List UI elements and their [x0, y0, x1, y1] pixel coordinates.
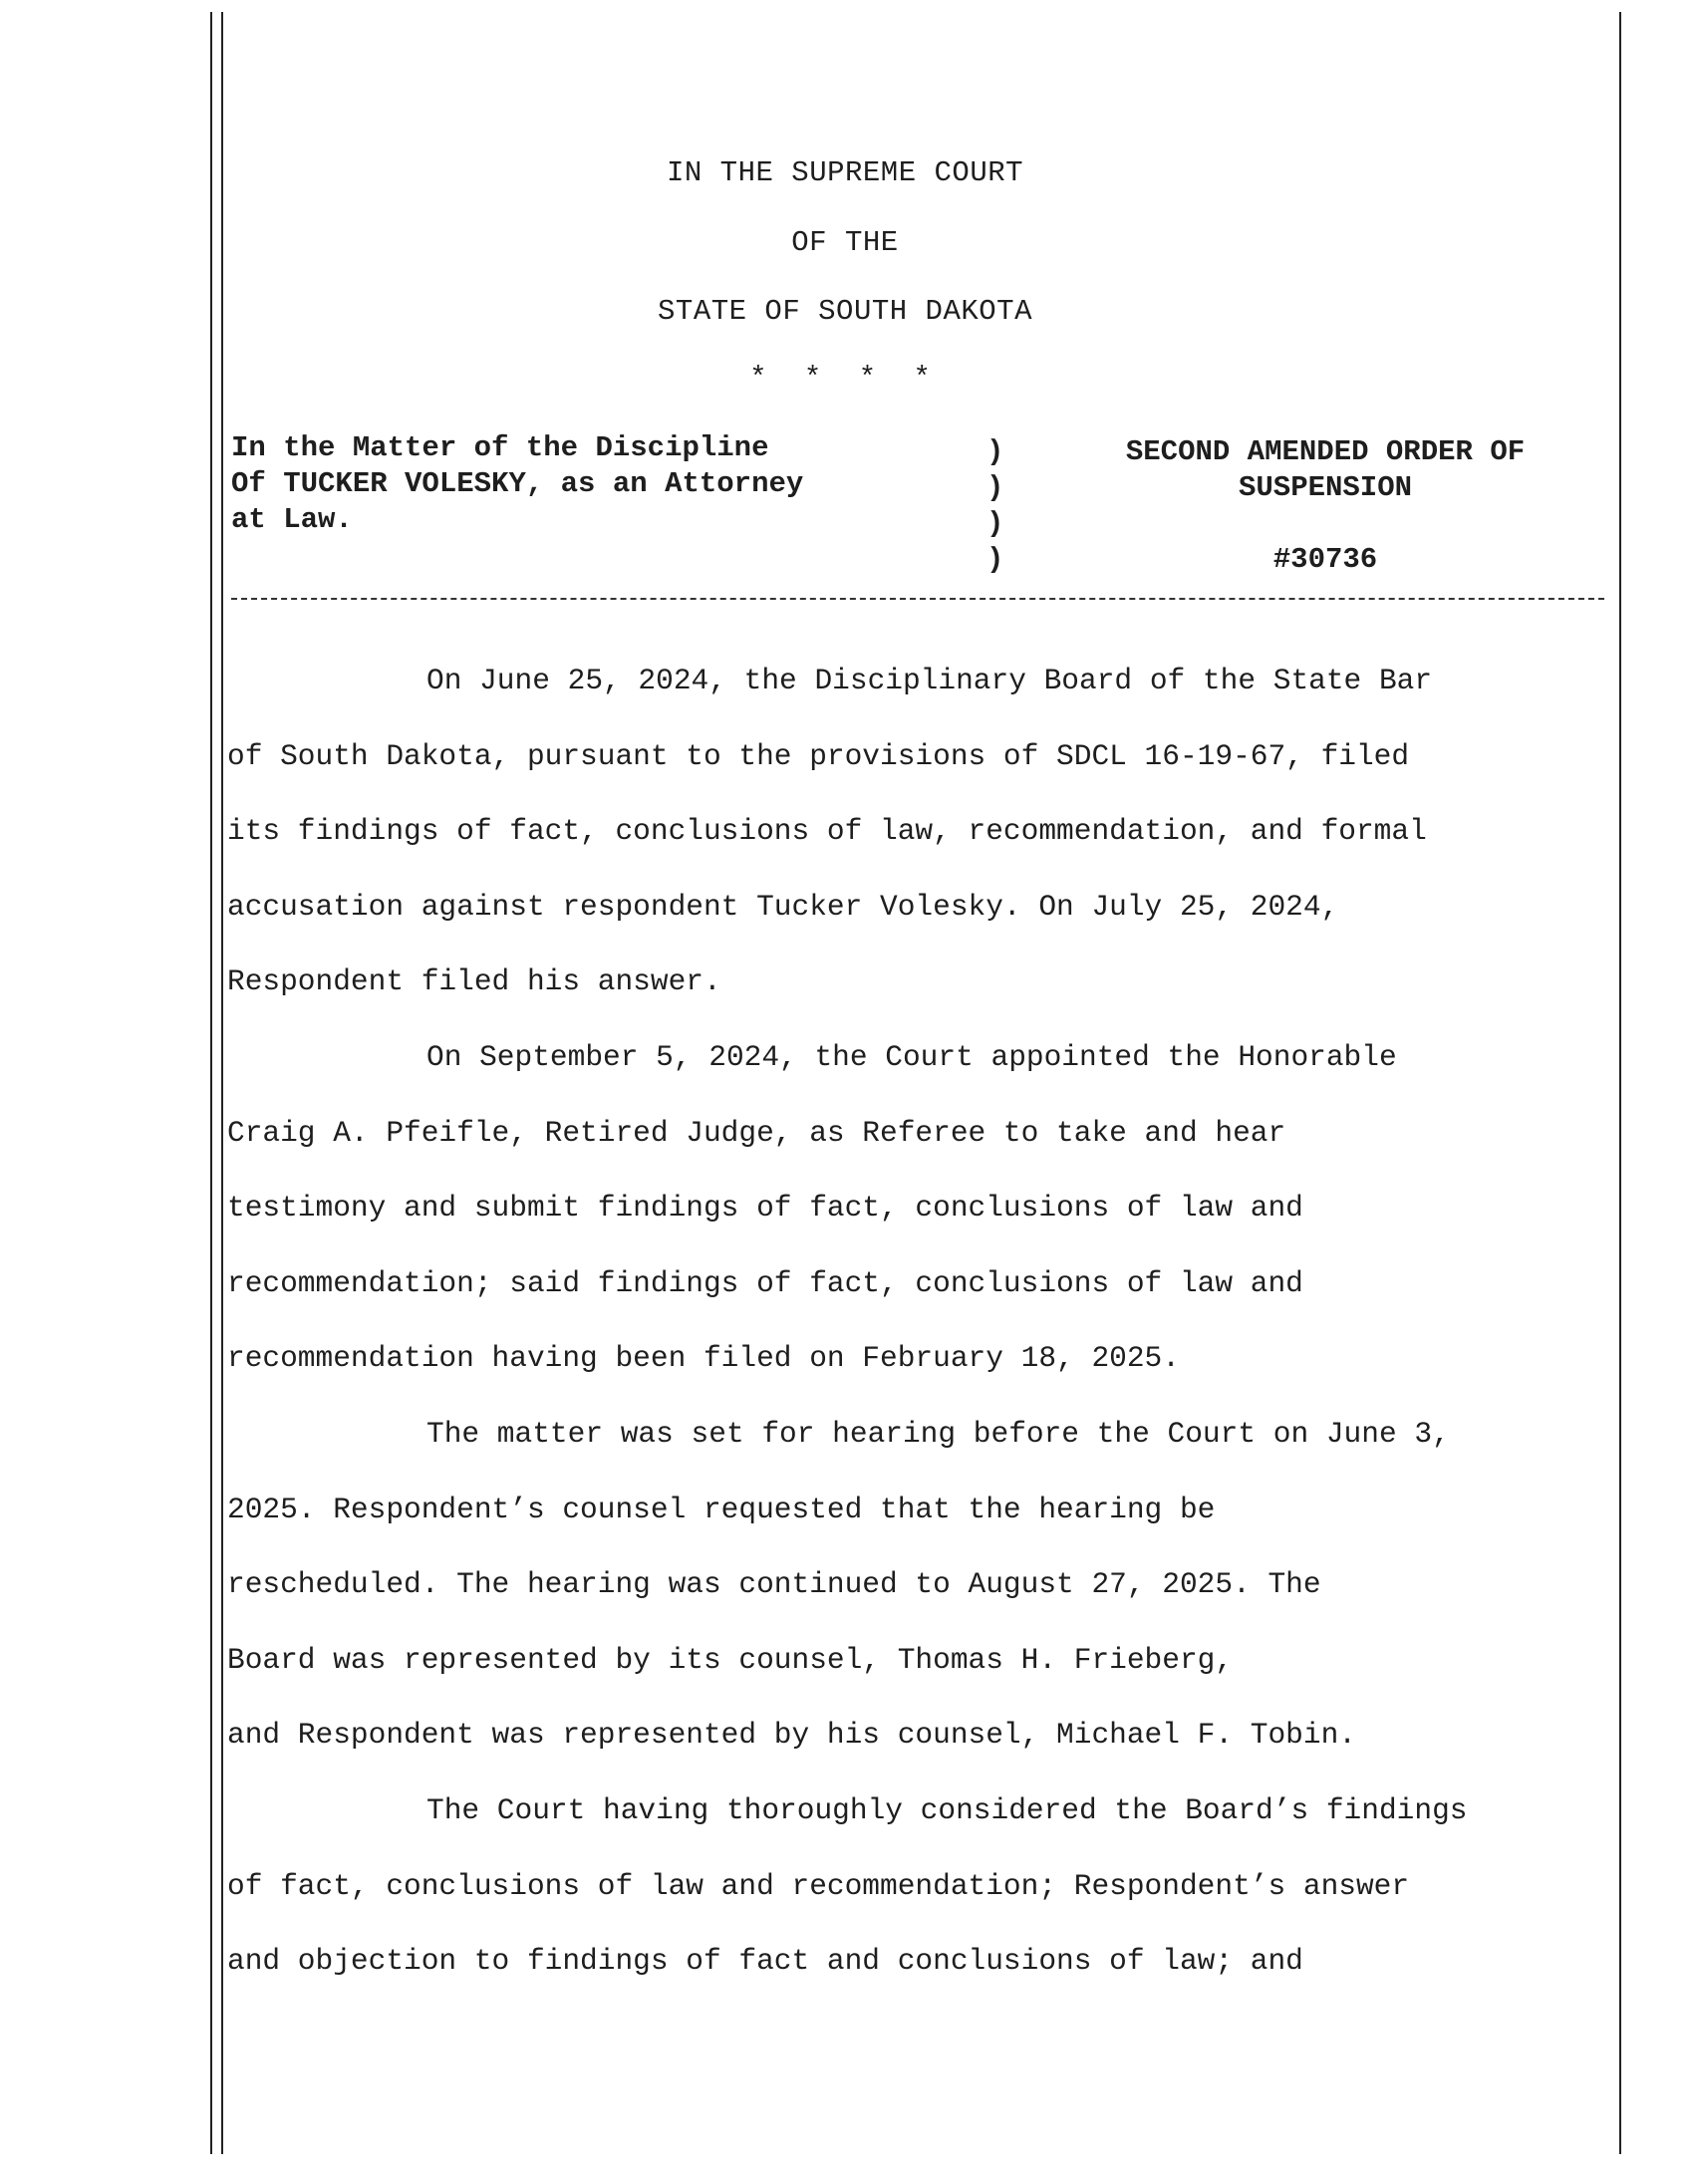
text-line: accusation against respondent Tucker Volesky. On July 25, 2024, [227, 889, 1339, 924]
caption-matter-line: at Law. [231, 503, 353, 536]
caption-matter-line: In the Matter of the Discipline [231, 431, 769, 464]
text-line: recommendation having been filed on February 18, 2025. [227, 1341, 1180, 1376]
heading-separator-stars: * * * * [749, 362, 941, 395]
caption-paren: ) [986, 435, 1004, 468]
paragraph-1 [227, 644, 1622, 1020]
text-line: and Respondent was represented by his counsel, Michael F. Tobin. [227, 1718, 1356, 1753]
text-line: On September 5, 2024, the Court appointed the Honorable [426, 1039, 1397, 1074]
text-line: testimony and submit findings of fact, conclusions of law and [227, 1191, 1303, 1226]
caption-paren: ) [986, 507, 1004, 540]
caption-paren: ) [986, 543, 1004, 576]
court-heading-line-1: IN THE SUPREME COURT [666, 156, 1024, 189]
caption-parentheses [986, 434, 1003, 578]
order-title-block [1056, 434, 1594, 578]
text-line: On June 25, 2024, the Disciplinary Board of the State Bar [426, 664, 1433, 697]
text-line: of fact, conclusions of law and recommendation; Respondent’s answer [227, 1868, 1410, 1903]
caption-paren: ) [986, 471, 1004, 504]
order-body [227, 644, 1622, 2000]
left-margin-line-outer [210, 12, 212, 2154]
case-number: #30736 [1272, 543, 1378, 576]
order-title-line-2: SUSPENSION [1238, 471, 1413, 504]
court-heading-line-3: STATE OF SOUTH DAKOTA [658, 295, 1032, 328]
text-line: recommendation; said findings of fact, conclusions of law and [227, 1265, 1303, 1300]
paragraph-4 [227, 1774, 1622, 2000]
caption-matter-line: Of TUCKER VOLESKY, as an Attorney [231, 467, 804, 500]
text-line: Respondent filed his answer. [227, 964, 721, 999]
court-heading-line-2: OF THE [791, 226, 899, 259]
text-line: and objection to findings of fact and conclusions of law; and [227, 1944, 1303, 1979]
order-title-line-1: SECOND AMENDED ORDER OF [1125, 435, 1526, 468]
caption-divider [231, 598, 1604, 600]
text-line: The Court having thoroughly considered the Board’s findings [426, 1792, 1468, 1827]
text-line: Board was represented by its counsel, Thomas H. Frieberg, [227, 1642, 1234, 1677]
paragraph-3 [227, 1397, 1622, 1774]
text-line: of South Dakota, pursuant to the provisions of SDCL 16-19-67, filed [227, 738, 1410, 773]
text-line: 2025. Respondent’s counsel requested that the hearing be [227, 1492, 1216, 1526]
case-caption-matter [231, 430, 929, 538]
left-margin-line-inner [221, 12, 223, 2154]
text-line: rescheduled. The hearing was continued to August 27, 2025. The [227, 1567, 1321, 1602]
text-line: its findings of fact, conclusions of law, recommendation, and formal [227, 814, 1427, 849]
text-line: Craig A. Pfeifle, Retired Judge, as Referee to take and hear [227, 1115, 1286, 1150]
text-line: The matter was set for hearing before the Court on June 3, [426, 1416, 1450, 1451]
paragraph-2 [227, 1020, 1622, 1397]
